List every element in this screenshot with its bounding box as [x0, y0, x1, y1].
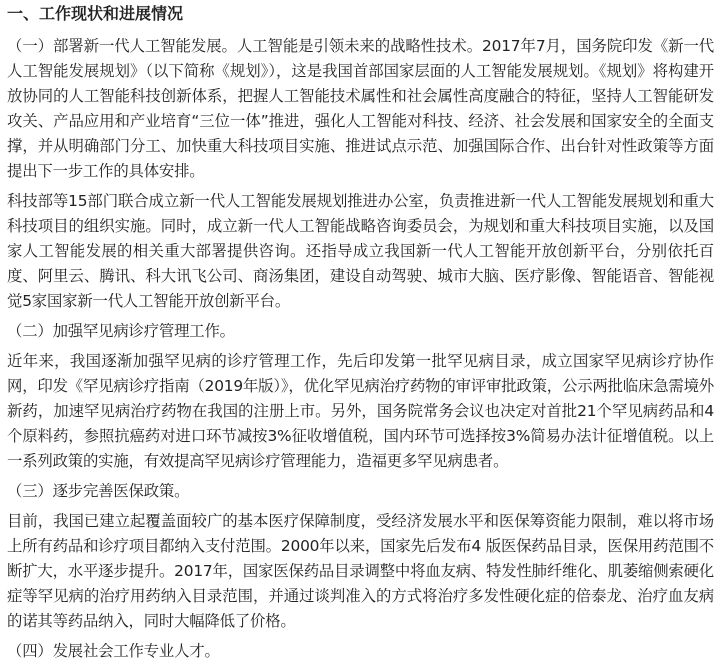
section-heading: 一、工作现状和进展情况 — [7, 4, 184, 23]
paragraph-medical-insurance: 目前，我国已建立起覆盖面较广的基本医疗保障制度，受经济发展水平和医保筹资能力限制，难以将市场上所有药品和诊疗项目都纳入支付范围。2000年以来，国家先后发布4 版医保药品目录，医保用药范围不断扩大，水平逐步提升。2017年，国家医保药品目录调整中将血友病、特发性肺纤维化、肌萎缩侧索硬化症等罕见病的治疗用药纳入目录范围，并通过谈判准入的方式将治疗多发性硬化症的倍泰龙、治疗血友病的诺其等药品纳入，同时大幅降低了价格。 — [7, 512, 714, 630]
subheading-rare-disease: （二）加强罕见病诊疗管理工作。 — [7, 322, 235, 340]
paragraph-rare-disease: 近年来，我国逐渐加强罕见病的诊疗管理工作，先后印发第一批罕见病目录，成立国家罕见病诊疗协作网，印发《罕见病诊疗指南（2019年版）》，优化罕见病治疗药物的审评审批政策，公示两批临床急需境外新药，加速罕见病治疗药物在我国的注册上市。另外，国务院常务会议也决定对首批21个罕见病药品和4个原料药，参照抗癌药对进口环节减按3%征收增值税，国内环节可选择按3%简易办法计征增值税。以上一系列政策的实施，有效提高罕见病诊疗管理能力，造福更多罕见病患者。 — [7, 352, 714, 470]
paragraph-ai-development: （一）部署新一代人工智能发展。人工智能是引领未来的战略性技术。2017年7月，国务院印发《新一代人工智能发展规划》（以下简称《规划》），这是我国首部国家层面的人工智能发展规划。《规划》将构建开放协同的人工智能科技创新体系，把握人工智能技术属性和社会属性高度融合的特征，坚持人工智能研发攻关、产品应用和产业培育“三位一体”推进，强化人工智能对科技、经济、社会发展和国家安全的全面支撑，并从明确部门分工、加快重大科技项目实施、推进试点示范、加强国际合作、出台针对性政策等方面提出下一步工作的具体安排。 — [7, 37, 714, 180]
subheading-social-work: （四）发展社会工作专业人才。 — [7, 642, 220, 660]
subheading-medical-insurance: （三）逐步完善医保政策。 — [7, 482, 190, 500]
paragraph-ai-platforms: 科技部等15部门联合成立新一代人工智能发展规划推进办公室，负责推进新一代人工智能发展规划和重大科技项目的组织实施。同时，成立新一代人工智能战略咨询委员会，为规划和重大科技项目实施，以及国家人工智能发展的相关重大部署提供咨询。还指导成立我国新一代人工智能开放创新平台，分别依托百度、阿里云、腾讯、科大讯飞公司、商汤集团，建设自动驾驶、城市大脑、医疗影像、智能语音、智能视觉5家国家新一代人工智能开放创新平台。 — [7, 192, 714, 310]
